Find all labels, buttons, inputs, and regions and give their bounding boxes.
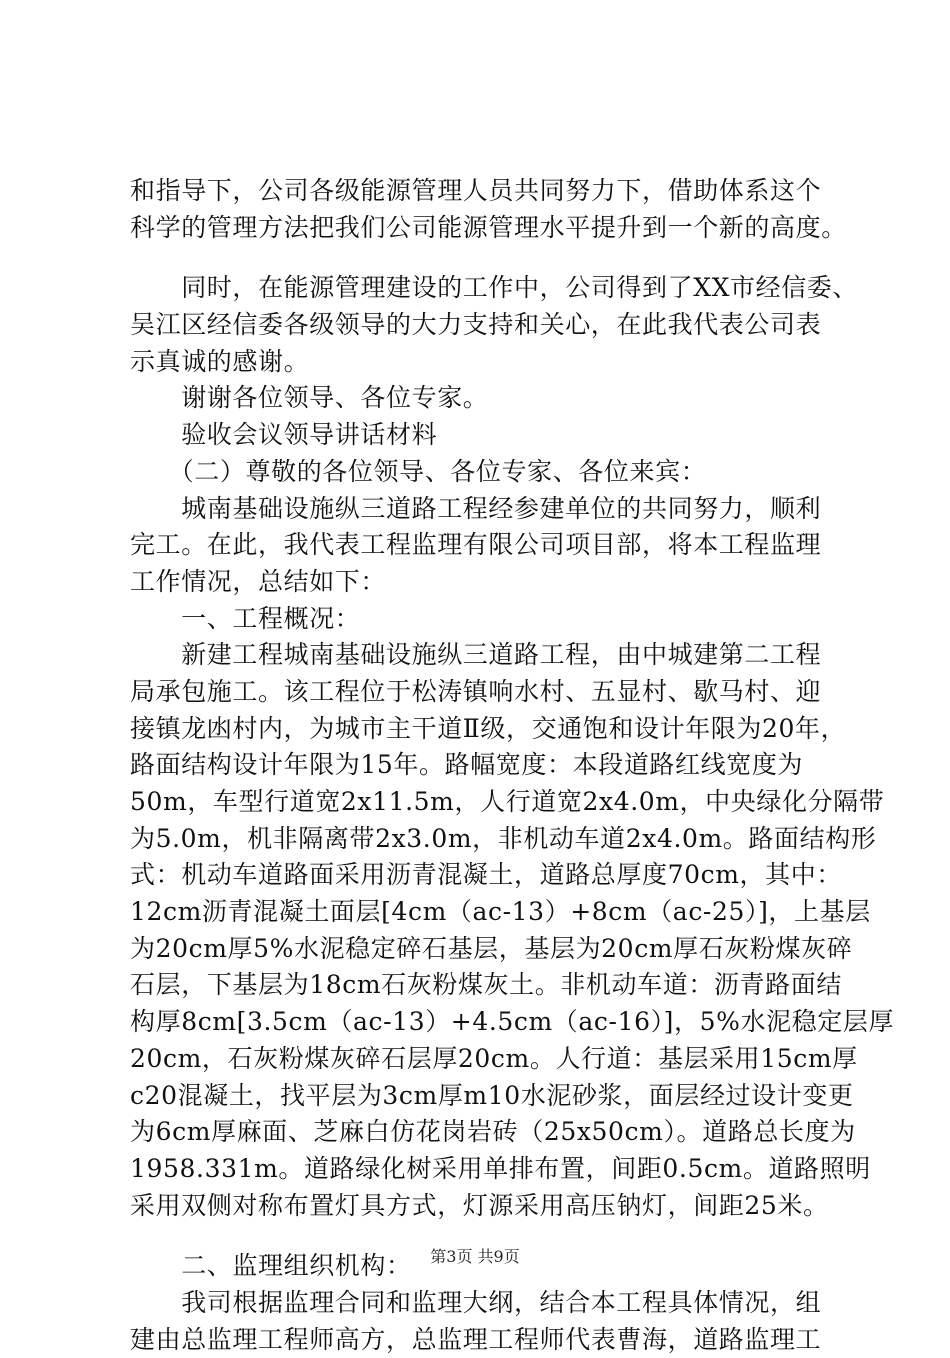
text-line: 50m，车型行道宽2x11.5m，人行道宽2x4.0m，中央绿化分隔带 xyxy=(130,787,885,816)
paragraph-gap xyxy=(130,246,830,270)
text-line: 采用双侧对称布置灯具方式，灯源采用高压钠灯，间距25米。 xyxy=(130,1190,829,1220)
text-line: 石层，下基层为18cm石灰粉煤灰土。非机动车道：沥青路面结 xyxy=(130,970,842,1000)
text-line: 谢谢各位领导、各位专家。 xyxy=(130,383,489,413)
text-line: 接镇龙凼村内，为城市主干道Ⅱ级，交通饱和设计年限为20年， xyxy=(130,713,847,743)
text-line: 科学的管理方法把我们公司能源管理水平提升到一个新的高度。 xyxy=(130,212,847,242)
text-line: 同时，在能源管理建设的工作中，公司得到了XX市经信委、 xyxy=(130,273,858,303)
text-line: 完工。在此，我代表工程监理有限公司项目部，将本工程监理 xyxy=(130,530,822,560)
text-line: 20cm，石灰粉煤灰碎石层厚20cm。人行道：基层采用15cm厚 xyxy=(130,1043,858,1073)
text-line: 二、监理组织机构： xyxy=(130,1251,412,1281)
text-line: 一、工程概况： xyxy=(130,603,361,633)
text-line: 为5.0m，机非隔离带2x3.0m，非机动车道2x4.0m。路面结构形 xyxy=(130,823,877,853)
text-line: 路面结构设计年限为15年。路幅宽度：本段道路红线宽度为 xyxy=(130,750,804,780)
text-line: 局承包施工。该工程位于松涛镇响水村、五显村、歇马村、迎 xyxy=(130,676,822,706)
text-line: 为6cm厚麻面、芝麻白仿花岗岩砖（25x50cm）。道路总长度为 xyxy=(130,1117,856,1147)
text-line: 我司根据监理合同和监理大纲，结合本工程具体情况，组 xyxy=(130,1287,822,1317)
text-line: 式：机动车道路面采用沥青混凝土，道路总厚度70cm，其中： xyxy=(130,860,842,890)
text-line: 建由总监理工程师高方，总监理工程师代表曹海，道路监理工 xyxy=(130,1324,822,1354)
page-footer: 第3页 共9页 xyxy=(430,1247,520,1266)
text-line: 构厚8cm[3.5cm（ac-13）+4.5cm（ac-16）]，5%水泥稳定层厚 xyxy=(130,1007,895,1037)
text-line: （二）尊敬的各位领导、各位专家、各位来宾： xyxy=(130,456,707,486)
text-line: 和指导下，公司各级能源管理人员共同努力下，借助体系这个 xyxy=(130,176,822,205)
text-line: 示真诚的感谢。 xyxy=(130,346,310,376)
text-line: 新建工程城南基础设施纵三道路工程，由中城建第二工程 xyxy=(130,640,822,670)
text-line: 验收会议领导讲话材料 xyxy=(130,420,438,450)
text-line: 1958.331m。道路绿化树采用单排布置，间距0.5cm。道路照明 xyxy=(130,1153,871,1183)
text-line: 工作情况，总结如下： xyxy=(130,566,387,596)
text-line: 城南基础设施纵三道路工程经参建单位的共同努力，顺利 xyxy=(130,493,822,523)
text-line: 吴江区经信委各级领导的大力支持和关心，在此我代表公司表 xyxy=(130,310,822,340)
text-line: 12cm沥青混凝土面层[4cm（ac-13）+8cm（ac-25）]，上基层 xyxy=(130,897,871,927)
text-line: c20混凝土，找平层为3cm厚m10水泥砂浆，面层经过设计变更 xyxy=(130,1080,854,1110)
document-body xyxy=(130,173,895,1358)
text-line: 为20cm厚5%水泥稳定碎石基层，基层为20cm厚石灰粉煤灰碎 xyxy=(130,933,853,963)
